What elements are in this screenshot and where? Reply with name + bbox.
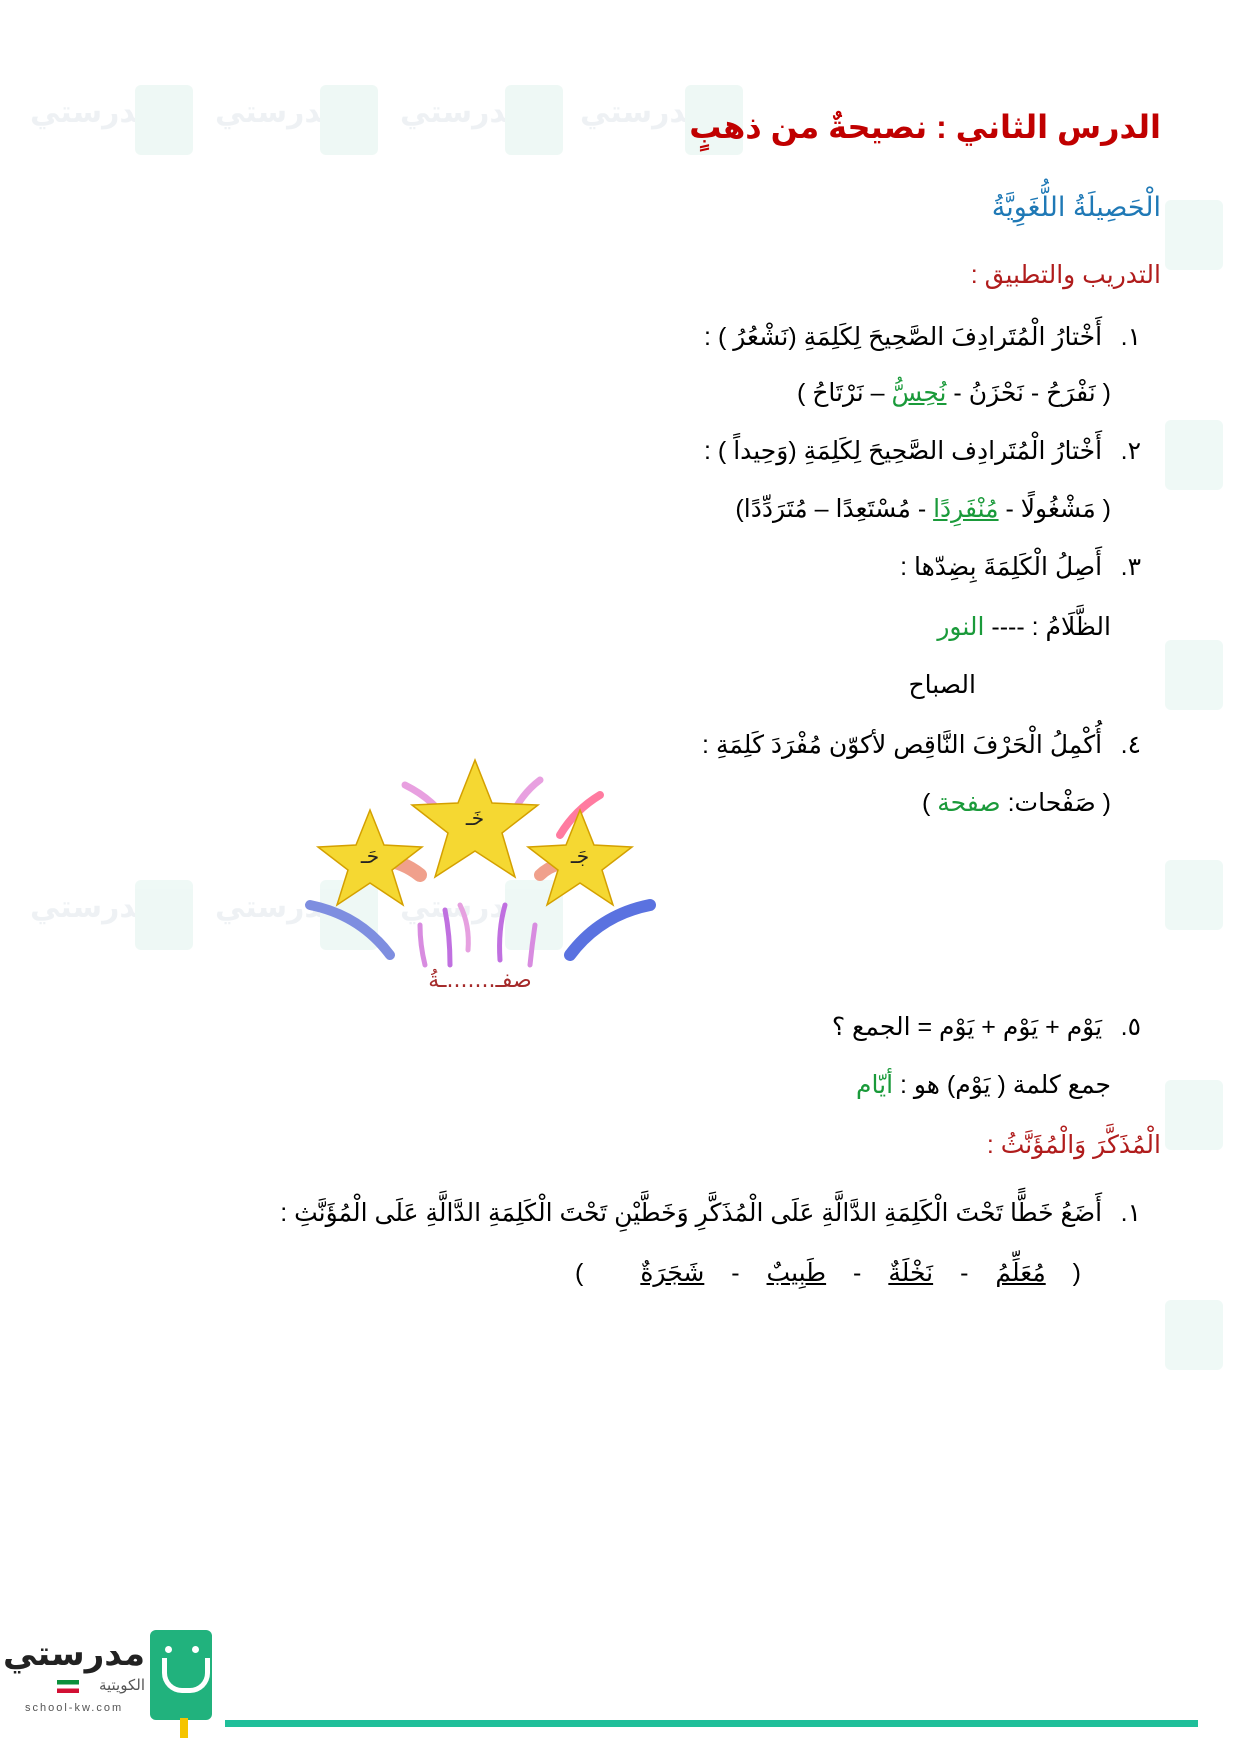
- word-feminine: نَخْلَةٌ: [888, 1259, 934, 1287]
- option: مُسْتَعِدًا: [835, 495, 911, 523]
- logo-name: مدرستي: [3, 1635, 145, 1673]
- question-prompt: أُكْمِلُ الْحَرْفَ النَّاقِص لأكوّن مُفْرَدَ كَلِمَةِ :: [702, 731, 1103, 759]
- word-masculine: طَبِيبٌ: [766, 1259, 827, 1287]
- question-number: ٣.: [1120, 553, 1141, 581]
- option: نَفْرَحُ: [1046, 379, 1096, 407]
- logo-subtitle: الكويتية: [98, 1677, 145, 1694]
- question-prompt: أَخْتارُ الْمُتَرادِفَ الصَّحِيحَ لِكَلِمَةِ (نَشْعُرُ ) :: [704, 323, 1103, 351]
- answer-option: مُنْفَرِدًا: [933, 495, 999, 523]
- answer: النور: [937, 613, 985, 641]
- section-practice-label: التدريب والتطبيق :: [970, 261, 1161, 289]
- open-paren: (: [1102, 789, 1111, 817]
- answer: صفحة: [937, 789, 1001, 817]
- question-1-options: ( نَفْرَحُ - نَحْزَنُ - نُحِسُّ – نَرْتَاحُ ): [796, 379, 1111, 407]
- question-prompt: أَخْتارُ الْمُتَرادِف الصَّحِيحَ لِكَلِمَةِ (وَحِيداً ) :: [704, 437, 1103, 465]
- statement: جمع كلمة ( يَوْم) هو :: [899, 1071, 1111, 1099]
- question-3: [900, 552, 1141, 582]
- open-paren: (: [1072, 1259, 1081, 1287]
- answer-option: نُحِسُّ: [891, 379, 947, 407]
- logo-url: school-kw.com: [25, 1702, 124, 1714]
- question-number: ٢.: [1120, 437, 1141, 465]
- question-5-answer: [856, 1070, 1111, 1100]
- close-paren: ): [735, 495, 744, 523]
- word: الظَّلَامُ : ----: [991, 613, 1111, 641]
- question-prompt: أَضَعُ خَطًّا تَحْتَ الْكَلِمَةِ الدَّالَّةِ عَلَى الْمُذَكَّرِ وَخَطَّيْنِ تَحْتَ الْكَلِمَةِ الدَّالَّةِ عَلَى الْمُؤَنَّثِ :: [280, 1199, 1103, 1227]
- gender-section-title: [987, 1130, 1161, 1160]
- question-number: ٤.: [1120, 731, 1141, 759]
- gender-word-list: [575, 1258, 1081, 1288]
- star-left-letter: حَـ: [360, 844, 380, 868]
- open-paren: (: [1102, 379, 1111, 407]
- open-paren: (: [1102, 495, 1111, 523]
- question-4-answer: [922, 788, 1111, 818]
- logo-smile-icon: [162, 1658, 210, 1693]
- option: مُتَرَدِّدًا: [743, 495, 808, 523]
- word-feminine: شَجَرَةٌ: [640, 1259, 705, 1287]
- star-right-letter: جَـ: [570, 844, 590, 868]
- gender-title-label: الْمُذَكَّرَ وَالْمُؤَنَّثُ :: [986, 1131, 1161, 1159]
- logo-dot-icon: [192, 1646, 199, 1653]
- option: نَحْزَنُ: [968, 379, 1024, 407]
- question-3-extra: [908, 670, 976, 700]
- question-5: [832, 1012, 1141, 1042]
- section-practice-title: [971, 260, 1161, 290]
- gender-question-1: [280, 1198, 1141, 1228]
- question-prompt: أَصِلُ الْكَلِمَةَ بِضِدّها :: [900, 553, 1103, 581]
- question-3-pair: [937, 612, 1111, 642]
- question-4: [702, 730, 1141, 760]
- logo-bookmark-icon: [180, 1718, 188, 1738]
- extra-word: الصباح: [908, 671, 976, 699]
- close-paren: ): [575, 1259, 584, 1287]
- word: صَفْحات:: [1007, 789, 1096, 817]
- question-number: ٥.: [1120, 1013, 1141, 1041]
- site-logo: [3, 1630, 215, 1740]
- question-prompt: يَوْم + يَوْم + يَوْم = الجمع ؟: [831, 1013, 1103, 1041]
- answer: أيّام: [856, 1071, 894, 1099]
- question-number: ١.: [1120, 1199, 1141, 1227]
- section-language-title: الْحَصِيلَةُ اللُّغَوِيَّةُ: [991, 192, 1161, 222]
- word-masculine: مُعَلِّمُ: [995, 1259, 1046, 1287]
- question-1: [704, 322, 1141, 352]
- question-2-options: ( مَشْغُولًا - مُنْفَرِدًا - مُسْتَعِدًا – مُتَرَدِّدًا): [735, 495, 1111, 523]
- footer-divider: [225, 1720, 1198, 1727]
- option: نَرْتَاحُ: [812, 379, 864, 407]
- separator: -: [731, 1259, 740, 1287]
- logo-dot-icon: [165, 1646, 172, 1653]
- close-paren: ): [921, 789, 931, 817]
- lesson-title: الدرس الثاني : نصيحةٌ من ذهبٍ: [689, 109, 1161, 145]
- separator: -: [853, 1259, 862, 1287]
- question-2: [704, 436, 1141, 466]
- background-watermark: مدرستي مدرستي مدرستي مدرستي مدرستي مدرستي مدرستي: [0, 0, 1241, 1755]
- firework-caption: صفـ.......ـةُ: [428, 968, 532, 993]
- firework-stars-illustration: [300, 755, 660, 1005]
- close-paren: ): [796, 379, 806, 407]
- question-number: ١.: [1120, 323, 1141, 351]
- option: مَشْغُولًا: [1020, 495, 1096, 523]
- separator: -: [960, 1259, 969, 1287]
- star-center-letter: خَـ: [465, 806, 485, 830]
